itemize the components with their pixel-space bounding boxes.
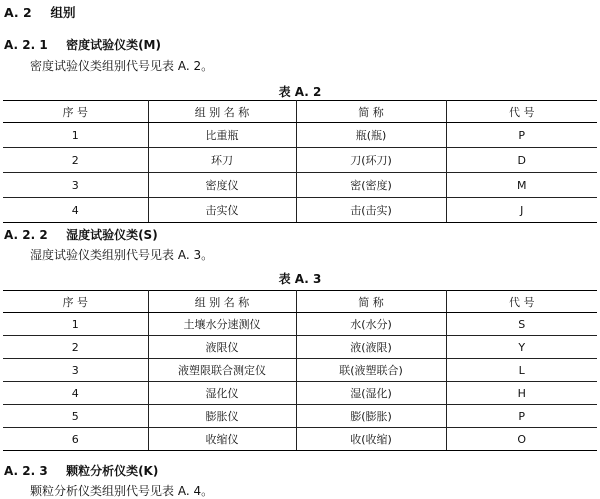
table-cell: D	[446, 148, 597, 173]
section-a21-text: 密度试验仪类组别代号见表 A. 2。	[30, 59, 214, 73]
table-a2	[3, 100, 597, 223]
table-cell: 环刀	[148, 148, 296, 173]
table-a2-header-code: 代 号	[446, 101, 597, 123]
table-cell: 收(收缩)	[296, 428, 446, 451]
table-cell: 1	[3, 123, 148, 148]
table-cell: P	[446, 405, 597, 428]
table-cell: 4	[3, 382, 148, 405]
table-cell: 水(水分)	[296, 313, 446, 336]
table-cell: 3	[3, 173, 148, 198]
table-cell: 6	[3, 428, 148, 451]
table-cell: 4	[3, 198, 148, 223]
table-a3	[3, 290, 597, 451]
table-cell: 2	[3, 336, 148, 359]
table-a3-header-abbr: 简 称	[296, 291, 446, 313]
table-row	[3, 336, 597, 359]
table-cell: J	[446, 198, 597, 223]
table-a3-header-row	[3, 291, 597, 313]
table-cell: 击(击实)	[296, 198, 446, 223]
section-a21-heading	[4, 36, 161, 53]
section-a22-number: A. 2. 2	[4, 228, 48, 242]
table-row	[3, 173, 597, 198]
table-row	[3, 123, 597, 148]
section-a23-text: 颗粒分析仪类组别代号见表 A. 4。	[30, 484, 214, 498]
section-a22-heading	[4, 226, 158, 243]
table-a3-header-name: 组 别 名 称	[148, 291, 296, 313]
table-cell: 湿(湿化)	[296, 382, 446, 405]
table-row	[3, 405, 597, 428]
table-cell: S	[446, 313, 597, 336]
table-cell: 液塑限联合测定仪	[148, 359, 296, 382]
section-a2-heading	[4, 3, 75, 21]
table-a2-caption: 表 A. 2	[278, 85, 322, 99]
table-a3-caption: 表 A. 3	[278, 272, 322, 286]
table-cell: 收缩仪	[148, 428, 296, 451]
section-a21-title: 密度试验仪类(M)	[66, 38, 161, 52]
table-cell: 2	[3, 148, 148, 173]
table-cell: 击实仪	[148, 198, 296, 223]
table-cell: 液限仪	[148, 336, 296, 359]
table-cell: 土壤水分速测仪	[148, 313, 296, 336]
section-a22-title: 湿度试验仪类(S)	[66, 228, 158, 242]
table-row	[3, 313, 597, 336]
table-row	[3, 359, 597, 382]
table-cell: M	[446, 173, 597, 198]
table-cell: 1	[3, 313, 148, 336]
table-cell: 联(液塑联合)	[296, 359, 446, 382]
table-cell: H	[446, 382, 597, 405]
table-cell: 刀(环刀)	[296, 148, 446, 173]
table-cell: 5	[3, 405, 148, 428]
table-a2-header-abbr: 简 称	[296, 101, 446, 123]
table-cell: 湿化仪	[148, 382, 296, 405]
section-a2-title: 组别	[50, 5, 76, 20]
table-row	[3, 382, 597, 405]
table-cell: 膨(膨胀)	[296, 405, 446, 428]
section-a23-heading	[4, 462, 158, 479]
table-cell: 3	[3, 359, 148, 382]
table-cell: 膨胀仪	[148, 405, 296, 428]
table-row	[3, 198, 597, 223]
table-a3-header-seq: 序 号	[3, 291, 148, 313]
table-a3-header-code: 代 号	[446, 291, 597, 313]
table-a2-header-name: 组 别 名 称	[148, 101, 296, 123]
section-a23-title: 颗粒分析仪类(K)	[66, 464, 159, 478]
table-cell: Y	[446, 336, 597, 359]
section-a2-number: A. 2	[4, 5, 32, 20]
section-a21-number: A. 2. 1	[4, 38, 48, 52]
table-cell: P	[446, 123, 597, 148]
table-row	[3, 428, 597, 451]
table-cell: 密度仪	[148, 173, 296, 198]
table-cell: 液(液限)	[296, 336, 446, 359]
section-a22-text: 湿度试验仪类组别代号见表 A. 3。	[30, 248, 214, 262]
table-cell: 密(密度)	[296, 173, 446, 198]
section-a23-number: A. 2. 3	[4, 464, 48, 478]
table-a2-header-row	[3, 101, 597, 123]
table-cell: O	[446, 428, 597, 451]
table-row	[3, 148, 597, 173]
table-a2-header-seq: 序 号	[3, 101, 148, 123]
table-cell: L	[446, 359, 597, 382]
table-cell: 瓶(瓶)	[296, 123, 446, 148]
table-cell: 比重瓶	[148, 123, 296, 148]
